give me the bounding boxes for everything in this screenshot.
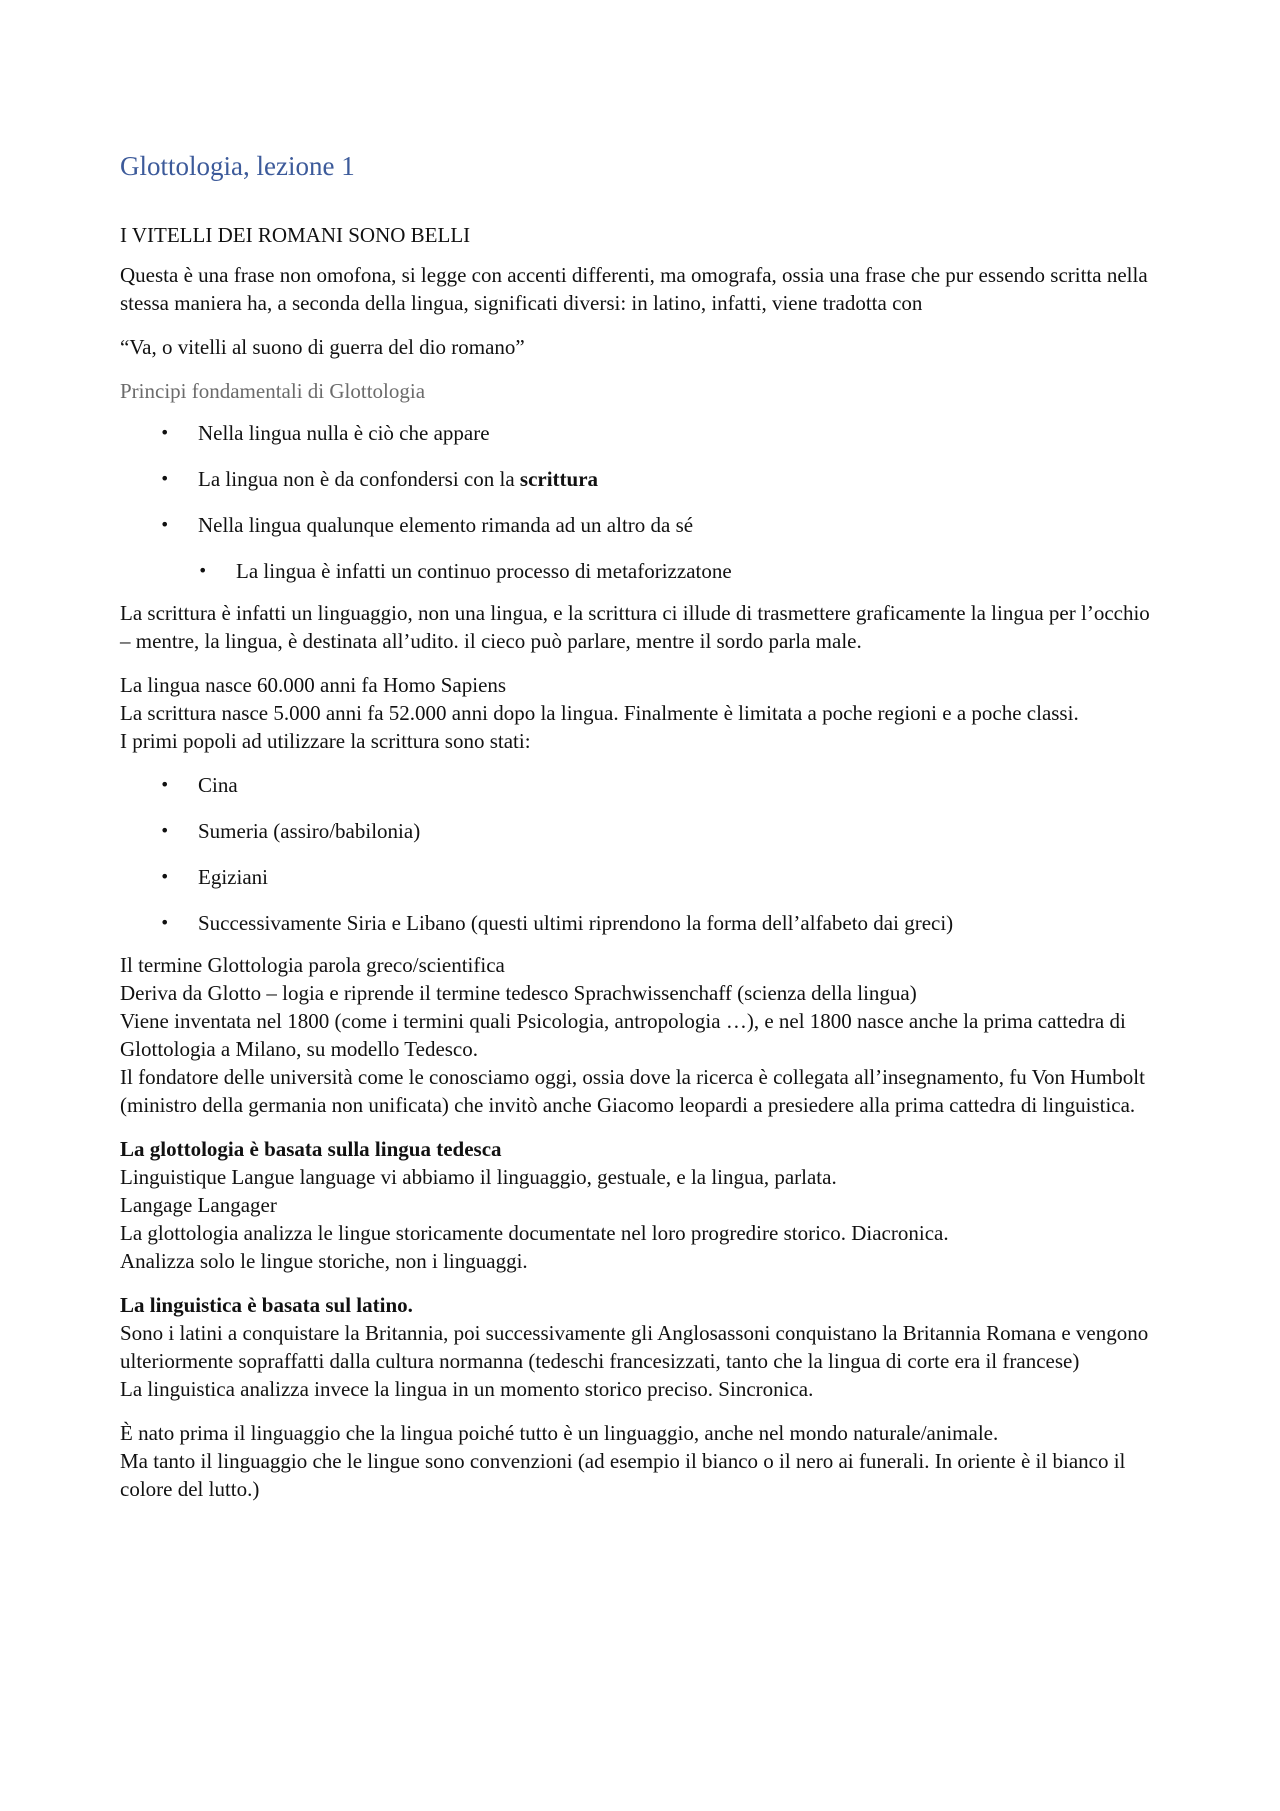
linguistics-section xyxy=(120,1291,1160,1403)
term-line: Il termine Glottologia parola greco/scientifica xyxy=(120,953,505,977)
list-item-text: La lingua è infatti un continuo processo di metaforizzatone xyxy=(236,559,732,583)
bullet-icon: • xyxy=(160,913,170,932)
peoples-list xyxy=(120,771,1160,937)
language-origin-line: La lingua nasce 60.000 anni fa Homo Sapiens xyxy=(120,673,507,697)
list-item xyxy=(120,863,1160,891)
first-peoples-line: I primi popoli ad utilizzare la scrittura sono stati: xyxy=(120,729,531,753)
closing-line: Ma tanto il linguaggio che le lingue sono convenzioni (ad esempio il bianco o il nero ai funerali. In oriente è il bianco il colore del lutto.) xyxy=(120,1449,1126,1501)
list-item-bold-text: scrittura xyxy=(519,467,599,491)
glottology-line: La glottologia analizza le lingue storicamente documentate nel loro progredire storico. Diacronica. xyxy=(120,1221,949,1245)
bullet-icon: • xyxy=(160,469,170,488)
caps-heading: I VITELLI DEI ROMANI SONO BELLI xyxy=(120,223,471,247)
bullet-icon: • xyxy=(160,423,170,442)
list-item-text: La lingua non è da confondersi con la xyxy=(198,467,520,491)
latin-translation-quote: “Va, o vitelli al suono di guerra del dio romano” xyxy=(120,335,525,359)
list-item-text: Nella lingua qualunque elemento rimanda ad un altro da sé xyxy=(198,513,694,537)
document-body xyxy=(120,148,1160,1519)
list-item xyxy=(120,419,1160,447)
principles-heading: Principi fondamentali di Glottologia xyxy=(120,379,426,403)
list-item-text: Successivamente Siria e Libano (questi ultimi riprendono la forma dell’alfabeto dai greci) xyxy=(198,911,954,935)
glottology-heading: La glottologia è basata sulla lingua tedesca xyxy=(120,1137,502,1161)
linguistics-line: La linguistica analizza invece la lingua in un momento storico preciso. Sincronica. xyxy=(120,1377,814,1401)
list-item-text: Egiziani xyxy=(198,865,268,889)
linguistics-heading: La linguistica è basata sul latino. xyxy=(120,1293,413,1317)
writing-origin-line: La scrittura nasce 5.000 anni fa 52.000 anni dopo la lingua. Finalmente è limitata a poche regioni e a poche classi. xyxy=(120,701,1079,725)
bullet-icon: • xyxy=(198,561,208,580)
glottology-line: Linguistique Langue language vi abbiamo il linguaggio, gestuale, e la lingua, parlata. xyxy=(120,1165,837,1189)
list-item xyxy=(120,909,1160,937)
bullet-icon: • xyxy=(160,775,170,794)
term-line: Il fondatore delle università come le conosciamo oggi, ossia dove la ricerca è collegata all’insegnamento, fu Von Humbolt (ministro della germania non unificata) che invitò anche Giacomo leopardi a presiedere alla prima cattedra di linguistica. xyxy=(120,1065,1145,1117)
glottology-section xyxy=(120,1135,1160,1275)
list-item-text: Cina xyxy=(198,773,238,797)
principles-list xyxy=(120,419,1160,585)
nested-list-item xyxy=(120,557,1160,585)
list-item xyxy=(120,771,1160,799)
glottology-line: Analizza solo le lingue storiche, non i linguaggi. xyxy=(120,1249,528,1273)
term-line: Deriva da Glotto – logia e riprende il termine tedesco Sprachwissenchaff (scienza della lingua) xyxy=(120,981,917,1005)
list-item xyxy=(120,465,1160,493)
glottology-line: Langage Langager xyxy=(120,1193,277,1217)
document-title: Glottologia, lezione 1 xyxy=(120,151,355,181)
intro-paragraph: Questa è una frase non omofona, si legge con accenti differenti, ma omografa, ossia una frase che pur essendo scritta nella stessa maniera ha, a seconda della lingua, significati diversi: in latino, infatti, viene tradotta con xyxy=(120,263,1148,315)
bullet-icon: • xyxy=(160,821,170,840)
term-line: Viene inventata nel 1800 (come i termini quali Psicologia, antropologia …), e nel 1800 nasce anche la prima cattedra di Glottologia a Milano, su modello Tedesco. xyxy=(120,1009,1126,1061)
list-item xyxy=(120,817,1160,845)
closing-paragraph xyxy=(120,1419,1160,1503)
term-paragraph xyxy=(120,951,1160,1119)
bullet-icon: • xyxy=(160,867,170,886)
writing-paragraph: La scrittura è infatti un linguaggio, non una lingua, e la scrittura ci illude di trasmettere graficamente la lingua per l’occhio – mentre, la lingua, è destinata all’udito. il cieco può parlare, mentre il sordo parla male. xyxy=(120,601,1150,653)
list-item-text: Nella lingua nulla è ciò che appare xyxy=(198,421,490,445)
list-item xyxy=(120,511,1160,539)
list-item-text: Sumeria (assiro/babilonia) xyxy=(198,819,421,843)
bullet-icon: • xyxy=(160,515,170,534)
closing-line: È nato prima il linguaggio che la lingua poiché tutto è un linguaggio, anche nel mondo naturale/animale. xyxy=(120,1421,999,1445)
dates-paragraph xyxy=(120,671,1160,755)
linguistics-line: Sono i latini a conquistare la Britannia, poi successivamente gli Anglosassoni conquistano la Britannia Romana e vengono ulteriormente sopraffatti dalla cultura normanna (tedeschi francesizzati, tanto che la lingua di corte era il francese) xyxy=(120,1321,1149,1373)
